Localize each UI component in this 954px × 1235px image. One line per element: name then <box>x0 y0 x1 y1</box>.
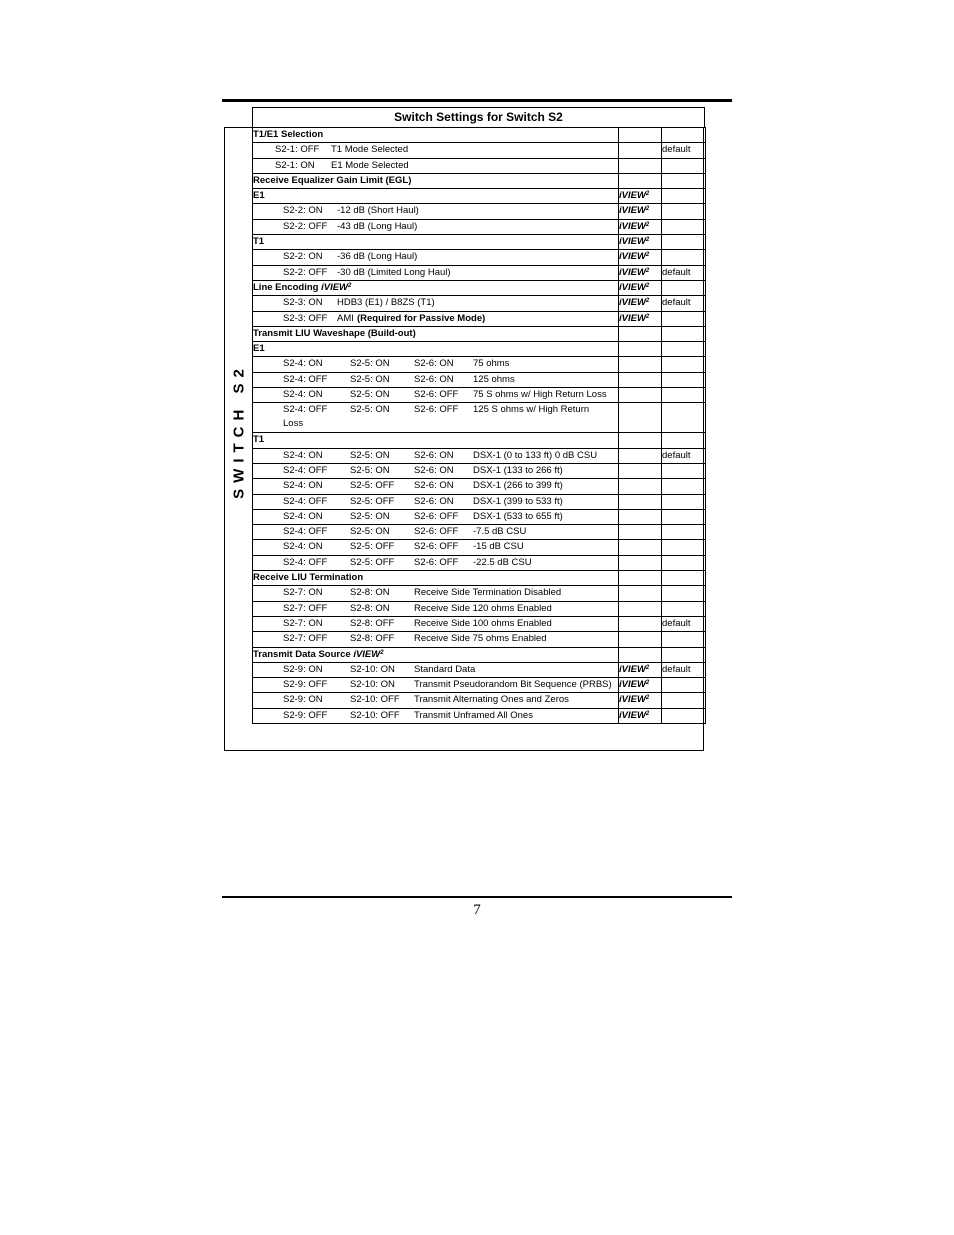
section-header: Transmit Data Source <box>253 648 351 660</box>
switch-position: S2-5: OFF <box>350 480 395 492</box>
switch-position: S2-10: OFF <box>350 694 400 706</box>
setting-description <box>253 265 619 280</box>
setting-description <box>253 525 619 540</box>
iview-column-cell <box>619 158 662 173</box>
switch-position: S2-5: OFF <box>350 495 395 507</box>
iview-column-cell <box>619 678 662 693</box>
setting-emphasis: (Required for Passive Mode) <box>357 312 486 324</box>
iview-column-cell <box>619 494 662 509</box>
default-column-cell <box>662 708 706 723</box>
setting-description <box>253 448 619 463</box>
iview-mark: iVIEW$^2$ <box>619 709 650 721</box>
iview-column-cell <box>619 357 662 372</box>
setting-description <box>253 204 619 219</box>
default-column-cell <box>662 433 706 448</box>
switch-position: S2-7: ON <box>283 617 323 629</box>
table-row <box>253 143 706 158</box>
setting-description <box>253 357 619 372</box>
setting-description <box>253 555 619 570</box>
switch-position: S2-4: OFF <box>283 495 328 507</box>
default-column-cell <box>662 494 706 509</box>
iview-mark: iVIEW$^2$ <box>619 281 650 293</box>
setting-description <box>253 296 619 311</box>
switch-position: S2-6: OFF <box>414 526 459 538</box>
table-row <box>253 235 706 250</box>
switch-position: S2-7: OFF <box>283 633 328 645</box>
iview-column-cell <box>619 616 662 631</box>
table-row <box>253 326 706 341</box>
switch-position: S2-4: ON <box>283 541 323 553</box>
setting-description <box>253 433 619 448</box>
default-column-cell <box>662 647 706 662</box>
default-column-cell <box>662 678 706 693</box>
setting-value: Transmit Unframed All Ones <box>414 709 533 721</box>
switch-position: S2-9: ON <box>283 663 323 675</box>
switch-position: S2-7: OFF <box>283 602 328 614</box>
subsection-label: T1 <box>253 236 265 248</box>
table-row <box>253 173 706 188</box>
iview-column-cell <box>619 463 662 478</box>
setting-description <box>253 479 619 494</box>
table-row <box>253 311 706 326</box>
setting-value: T1 Mode Selected <box>331 144 409 156</box>
default-column-cell <box>662 357 706 372</box>
switch-position: S2-5: OFF <box>350 556 395 568</box>
switch-position: S2-4: OFF <box>283 556 328 568</box>
setting-description <box>253 509 619 524</box>
setting-value: AMI <box>337 312 354 324</box>
setting-description <box>253 571 619 586</box>
setting-description <box>253 342 619 357</box>
switch-position: S2-2: OFF <box>283 266 328 278</box>
default-column-cell <box>662 342 706 357</box>
iview-column-cell <box>619 708 662 723</box>
switch-position: S2-1: ON <box>275 159 315 171</box>
switch-position: S2-5: OFF <box>350 541 395 553</box>
page-number: 7 <box>473 902 481 918</box>
setting-value: Transmit Pseudorandom Bit Sequence (PRBS) <box>414 679 612 691</box>
switch-position: S2-10: OFF <box>350 709 400 721</box>
iview-mark: iVIEW$^2$ <box>619 266 650 278</box>
iview-column-cell <box>619 662 662 677</box>
default-column-cell <box>662 479 706 494</box>
switch-position: S2-4: ON <box>283 389 323 401</box>
default-column-cell <box>662 265 706 280</box>
default-column-cell <box>662 693 706 708</box>
iview-column-cell <box>619 586 662 601</box>
setting-value: Receive Side 75 ohms Enabled <box>414 633 547 645</box>
setting-description <box>253 601 619 616</box>
switch-position: S2-10: ON <box>350 663 395 675</box>
default-column-cell <box>662 158 706 173</box>
setting-description <box>253 616 619 631</box>
default-column-cell <box>662 280 706 295</box>
switch-position: S2-6: ON <box>414 358 454 370</box>
table-row <box>253 494 706 509</box>
table-row <box>253 265 706 280</box>
section-header: Line Encoding <box>253 281 319 293</box>
setting-description <box>253 219 619 234</box>
default-column-cell <box>662 525 706 540</box>
setting-value: DSX-1 (0 to 133 ft) 0 dB CSU <box>473 449 598 461</box>
table-row <box>253 540 706 555</box>
setting-value: -43 dB (Long Haul) <box>337 220 418 232</box>
switch-settings-table <box>252 127 706 724</box>
table-row <box>253 158 706 173</box>
iview-mark: iVIEW$^2$ <box>619 251 650 263</box>
iview-column-cell <box>619 693 662 708</box>
subsection-label: E1 <box>253 190 265 202</box>
default-column-cell <box>662 463 706 478</box>
iview-column-cell <box>619 509 662 524</box>
iview-mark: iVIEW$^2$ <box>619 694 650 706</box>
switch-position: S2-5: ON <box>350 358 390 370</box>
iview-column-cell <box>619 250 662 265</box>
switch-position: S2-8: OFF <box>350 633 395 645</box>
iview-mark: iVIEW$^2$ <box>619 190 650 202</box>
setting-description <box>253 280 619 295</box>
iview-column-cell <box>619 219 662 234</box>
table-row <box>253 189 706 204</box>
default-column-cell <box>662 662 706 677</box>
iview-column-cell <box>619 342 662 357</box>
default-column-cell <box>662 509 706 524</box>
side-label: SWITCH S2 <box>230 362 247 499</box>
iview-column-cell <box>619 647 662 662</box>
table-row <box>253 463 706 478</box>
side-label-column <box>225 127 252 734</box>
setting-value: DSX-1 (133 to 266 ft) <box>473 464 563 476</box>
table-row <box>253 204 706 219</box>
iview-column-cell <box>619 311 662 326</box>
table-row <box>253 250 706 265</box>
section-header: T1/E1 Selection <box>253 129 324 140</box>
switch-position: S2-8: ON <box>350 602 390 614</box>
switch-position: S2-5: ON <box>350 464 390 476</box>
table-row <box>253 632 706 647</box>
default-column-cell <box>662 219 706 234</box>
table-row <box>253 296 706 311</box>
iview-column-cell <box>619 143 662 158</box>
iview-column-cell <box>619 632 662 647</box>
switch-position: S2-7: ON <box>283 587 323 599</box>
iview-column-cell <box>619 571 662 586</box>
iview-column-cell <box>619 280 662 295</box>
iview-mark: iVIEW$^2$ <box>353 648 384 660</box>
iview-mark: iVIEW$^2$ <box>619 236 650 248</box>
iview-column-cell <box>619 235 662 250</box>
setting-value: Receive Side 100 ohms Enabled <box>414 617 552 629</box>
iview-mark: iVIEW$^2$ <box>619 312 650 324</box>
setting-value: DSX-1 (399 to 533 ft) <box>473 495 563 507</box>
setting-description <box>253 128 619 143</box>
default-column-cell <box>662 632 706 647</box>
table-row <box>253 525 706 540</box>
setting-value: Transmit Alternating Ones and Zeros <box>414 694 569 706</box>
default-column-cell <box>662 540 706 555</box>
setting-value: 75 ohms <box>473 358 510 370</box>
iview-column-cell <box>619 326 662 341</box>
default-column-cell <box>662 250 706 265</box>
iview-column-cell <box>619 296 662 311</box>
setting-value: HDB3 (E1) / B8ZS (T1) <box>337 297 435 309</box>
bottom-rule <box>222 896 732 898</box>
setting-value: -12 dB (Short Haul) <box>337 205 419 217</box>
default-column-cell <box>662 403 706 433</box>
switch-position: S2-6: OFF <box>414 404 459 416</box>
setting-description <box>253 632 619 647</box>
switch-position: S2-4: ON <box>283 449 323 461</box>
setting-value: -15 dB CSU <box>473 541 524 553</box>
switch-position: S2-3: ON <box>283 297 323 309</box>
switch-position: S2-9: OFF <box>283 679 328 691</box>
switch-position: S2-2: OFF <box>283 220 328 232</box>
iview-column-cell <box>619 204 662 219</box>
iview-column-cell <box>619 372 662 387</box>
table-row <box>253 433 706 448</box>
setting-value: Receive Side Termination Disabled <box>414 587 562 599</box>
default-column-cell <box>662 388 706 403</box>
setting-description <box>253 326 619 341</box>
setting-description <box>253 494 619 509</box>
setting-value: -30 dB (Limited Long Haul) <box>337 266 451 278</box>
iview-mark: iVIEW$^2$ <box>619 679 650 691</box>
setting-description <box>253 463 619 478</box>
default-column-cell <box>662 601 706 616</box>
setting-description <box>253 311 619 326</box>
setting-value: Receive Side 120 ohms Enabled <box>414 602 552 614</box>
table-row <box>253 555 706 570</box>
switch-position: S2-6: ON <box>414 373 454 385</box>
section-header: Receive LIU Termination <box>253 572 364 584</box>
switch-position: S2-8: ON <box>350 587 390 599</box>
setting-description <box>253 250 619 265</box>
switch-position: S2-1: OFF <box>275 144 320 156</box>
setting-description <box>253 693 619 708</box>
default-column-cell <box>662 586 706 601</box>
section-header: Transmit LIU Waveshape (Build-out) <box>253 327 416 339</box>
table-row <box>253 616 706 631</box>
switch-position: S2-5: ON <box>350 404 390 416</box>
switch-position: S2-4: OFF <box>283 373 328 385</box>
default-column-cell <box>662 448 706 463</box>
iview-column-cell <box>619 265 662 280</box>
default-column-cell <box>662 296 706 311</box>
switch-position: S2-4: OFF <box>283 404 328 416</box>
table-row <box>253 342 706 357</box>
setting-value: -36 dB (Long Haul) <box>337 251 418 263</box>
default-column-cell <box>662 128 706 143</box>
setting-description <box>253 678 619 693</box>
switch-position: S2-6: ON <box>414 464 454 476</box>
switch-position: S2-9: ON <box>283 694 323 706</box>
table-row <box>253 372 706 387</box>
setting-description <box>253 708 619 723</box>
iview-column-cell <box>619 433 662 448</box>
table-row <box>253 571 706 586</box>
table-row <box>253 678 706 693</box>
iview-mark: iVIEW$^2$ <box>619 205 650 217</box>
table-row <box>253 586 706 601</box>
iview-column-cell <box>619 479 662 494</box>
default-column-cell <box>662 372 706 387</box>
switch-position: S2-6: OFF <box>414 541 459 553</box>
default-note: default <box>662 297 691 309</box>
iview-column-cell <box>619 403 662 433</box>
switch-position: S2-2: ON <box>283 251 323 263</box>
table-row <box>253 448 706 463</box>
default-note: default <box>662 449 691 461</box>
setting-value: 125 ohms <box>473 373 515 385</box>
iview-mark: iVIEW$^2$ <box>321 281 352 293</box>
setting-value: E1 Mode Selected <box>331 159 409 171</box>
table-row <box>253 693 706 708</box>
section-header: Receive Equalizer Gain Limit (EGL) <box>253 174 412 186</box>
default-note: default <box>662 266 691 278</box>
table-row <box>253 128 706 143</box>
table-row <box>253 509 706 524</box>
setting-description <box>253 158 619 173</box>
switch-position: S2-6: ON <box>414 449 454 461</box>
switch-position: S2-3: OFF <box>283 312 328 324</box>
setting-description <box>253 372 619 387</box>
default-note: default <box>662 617 691 629</box>
switch-position: S2-4: OFF <box>283 526 328 538</box>
table-row <box>253 403 706 433</box>
switch-position: S2-4: ON <box>283 480 323 492</box>
setting-description <box>253 540 619 555</box>
setting-description <box>253 388 619 403</box>
table-row <box>253 357 706 372</box>
setting-value: 125 S ohms w/ High Return <box>473 404 590 416</box>
default-column-cell <box>662 189 706 204</box>
default-column-cell <box>662 204 706 219</box>
switch-position: S2-5: ON <box>350 510 390 522</box>
setting-description <box>253 403 619 433</box>
subsection-label: T1 <box>253 434 265 446</box>
switch-position: S2-4: ON <box>283 510 323 522</box>
setting-value: Standard Data <box>414 663 476 675</box>
iview-column-cell <box>619 601 662 616</box>
iview-column-cell <box>619 173 662 188</box>
switch-position: S2-6: OFF <box>414 389 459 401</box>
setting-description <box>253 647 619 662</box>
top-rule <box>222 99 732 102</box>
setting-value: 75 S ohms w/ High Return Loss <box>473 389 607 401</box>
iview-column-cell <box>619 128 662 143</box>
default-column-cell <box>662 173 706 188</box>
default-note: default <box>662 144 691 156</box>
switch-position: S2-6: OFF <box>414 556 459 568</box>
setting-value: DSX-1 (533 to 655 ft) <box>473 510 563 522</box>
switch-position: S2-4: OFF <box>283 464 328 476</box>
switch-position: S2-5: ON <box>350 526 390 538</box>
setting-description <box>253 586 619 601</box>
table-row <box>253 647 706 662</box>
default-note: default <box>662 663 691 675</box>
iview-mark: iVIEW$^2$ <box>619 220 650 232</box>
switch-position: S2-2: ON <box>283 205 323 217</box>
iview-column-cell <box>619 189 662 204</box>
default-column-cell <box>662 326 706 341</box>
table-row <box>253 708 706 723</box>
setting-value-continued: Loss <box>283 418 304 430</box>
setting-value: -22.5 dB CSU <box>473 556 532 568</box>
switch-position: S2-8: OFF <box>350 617 395 629</box>
default-column-cell <box>662 571 706 586</box>
setting-description <box>253 235 619 250</box>
default-column-cell <box>662 235 706 250</box>
table-row <box>253 479 706 494</box>
table-title: Switch Settings for Switch S2 <box>252 107 705 127</box>
default-column-cell <box>662 616 706 631</box>
subsection-label: E1 <box>253 343 265 355</box>
switch-position: S2-10: ON <box>350 679 395 691</box>
iview-column-cell <box>619 448 662 463</box>
switch-position: S2-6: ON <box>414 480 454 492</box>
iview-mark: iVIEW$^2$ <box>619 297 650 309</box>
switch-position: S2-6: ON <box>414 495 454 507</box>
table-row <box>253 662 706 677</box>
setting-value: DSX-1 (266 to 399 ft) <box>473 480 563 492</box>
setting-description <box>253 189 619 204</box>
iview-mark: iVIEW$^2$ <box>619 663 650 675</box>
switch-position: S2-5: ON <box>350 389 390 401</box>
setting-description <box>253 173 619 188</box>
setting-description <box>253 143 619 158</box>
setting-value: -7.5 dB CSU <box>473 526 527 538</box>
switch-position: S2-5: ON <box>350 449 390 461</box>
iview-column-cell <box>619 555 662 570</box>
iview-column-cell <box>619 388 662 403</box>
iview-column-cell <box>619 540 662 555</box>
table-row <box>253 219 706 234</box>
switch-position: S2-9: OFF <box>283 709 328 721</box>
table-row <box>253 601 706 616</box>
default-column-cell <box>662 143 706 158</box>
default-column-cell <box>662 555 706 570</box>
switch-position: S2-4: ON <box>283 358 323 370</box>
switch-position: S2-6: OFF <box>414 510 459 522</box>
table-row <box>253 280 706 295</box>
table-row <box>253 388 706 403</box>
switch-position: S2-5: ON <box>350 373 390 385</box>
setting-description <box>253 662 619 677</box>
iview-column-cell <box>619 525 662 540</box>
default-column-cell <box>662 311 706 326</box>
